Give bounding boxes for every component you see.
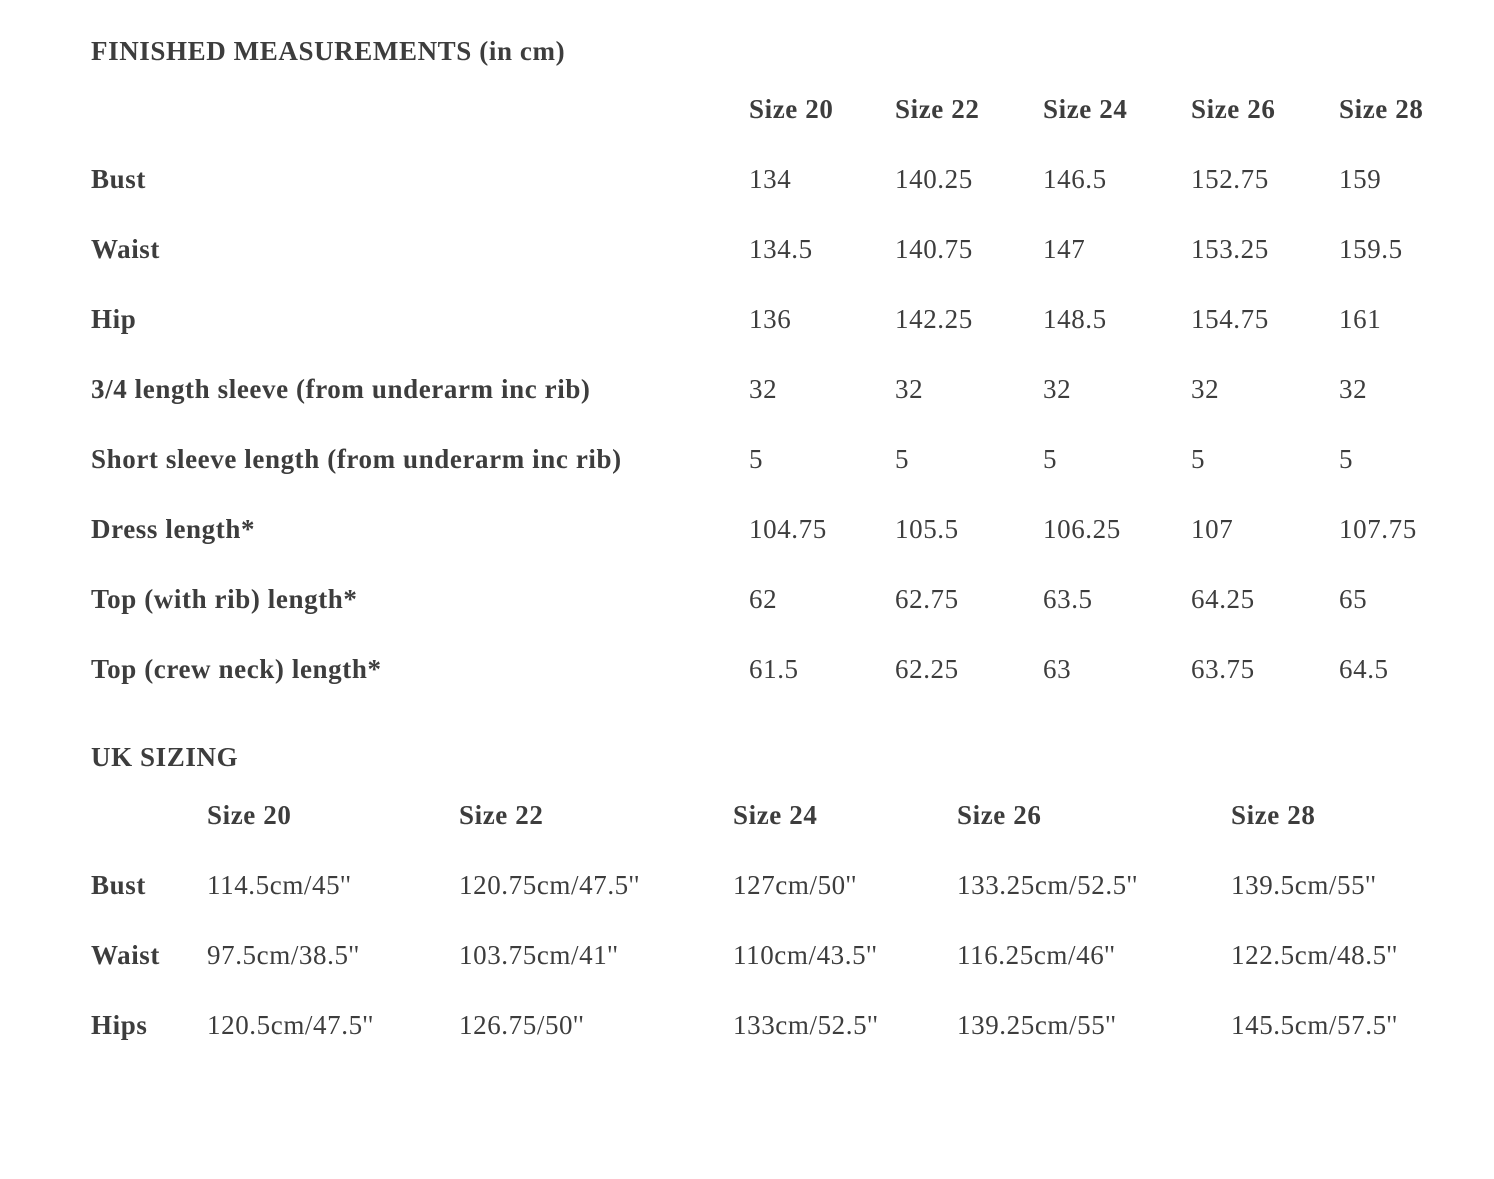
table-cell: 32 [749, 373, 778, 404]
table-cell: 5 [1043, 443, 1058, 474]
table-row [91, 990, 1491, 1060]
table-header-row [91, 780, 1491, 850]
row-label: Dress length* [91, 513, 256, 544]
table-cell: 126.75/50'' [459, 1009, 585, 1040]
empty-header-cell [91, 74, 749, 144]
table-cell: 63.75 [1191, 653, 1255, 684]
table-row [91, 850, 1491, 920]
size-header: Size 24 [1043, 93, 1128, 124]
table-cell: 116.25cm/46'' [957, 939, 1116, 970]
row-label: Hips [91, 1009, 148, 1040]
table-row [91, 564, 1491, 634]
table-cell: 62.25 [895, 653, 959, 684]
table-row [91, 494, 1491, 564]
table-cell: 105.5 [895, 513, 959, 544]
row-label: Top (with rib) length* [91, 583, 358, 614]
table-cell: 62.75 [895, 583, 959, 614]
table-cell: 122.5cm/48.5'' [1231, 939, 1398, 970]
size-header: Size 20 [749, 93, 834, 124]
table-cell: 114.5cm/45'' [207, 869, 352, 900]
table-cell: 5 [895, 443, 910, 474]
table-cell: 104.75 [749, 513, 827, 544]
table-cell: 5 [1339, 443, 1354, 474]
table-cell: 153.25 [1191, 233, 1269, 264]
size-header: Size 28 [1231, 799, 1316, 830]
table-cell: 152.75 [1191, 163, 1269, 194]
table-cell: 127cm/50'' [733, 869, 857, 900]
table-cell: 136 [749, 303, 792, 334]
size-header: Size 22 [895, 93, 980, 124]
table-cell: 65 [1339, 583, 1368, 614]
table-cell: 142.25 [895, 303, 973, 334]
table-cell: 5 [749, 443, 764, 474]
table-cell: 148.5 [1043, 303, 1107, 334]
table-cell: 133.25cm/52.5'' [957, 869, 1138, 900]
table-row [91, 354, 1491, 424]
row-label: Hip [91, 303, 137, 334]
table-cell: 147 [1043, 233, 1086, 264]
row-label: Bust [91, 163, 146, 194]
size-header: Size 24 [733, 799, 818, 830]
row-label: Bust [91, 869, 146, 900]
table-row [91, 424, 1491, 494]
size-header: Size 26 [957, 799, 1042, 830]
table-cell: 32 [1339, 373, 1368, 404]
table-cell: 161 [1339, 303, 1382, 334]
size-header: Size 22 [459, 799, 544, 830]
table-cell: 107 [1191, 513, 1234, 544]
table-cell: 64.5 [1339, 653, 1389, 684]
table-cell: 5 [1191, 443, 1206, 474]
size-header: Size 26 [1191, 93, 1276, 124]
table-row [91, 920, 1491, 990]
table-cell: 159 [1339, 163, 1382, 194]
table-cell: 63 [1043, 653, 1072, 684]
row-label: 3/4 length sleeve (from underarm inc rib) [91, 373, 591, 404]
size-header: Size 20 [207, 799, 292, 830]
row-label: Waist [91, 233, 161, 264]
table-cell: 63.5 [1043, 583, 1093, 614]
table-row [91, 634, 1491, 704]
table-row [91, 284, 1491, 354]
table-cell: 145.5cm/57.5'' [1231, 1009, 1398, 1040]
table-cell: 134.5 [749, 233, 813, 264]
row-label: Top (crew neck) length* [91, 653, 382, 684]
table-cell: 159.5 [1339, 233, 1403, 264]
table-cell: 140.75 [895, 233, 973, 264]
table-cell: 139.25cm/55'' [957, 1009, 1117, 1040]
uk-sizing-heading: UK SIZING [91, 742, 239, 772]
empty-header-cell [91, 780, 207, 850]
table-header-row [91, 74, 1491, 144]
table-cell: 140.25 [895, 163, 973, 194]
table-cell: 107.75 [1339, 513, 1417, 544]
table-cell: 32 [1191, 373, 1220, 404]
table-cell: 133cm/52.5'' [733, 1009, 879, 1040]
uk-sizing-table [91, 780, 1491, 1060]
table-cell: 139.5cm/55'' [1231, 869, 1377, 900]
finished-measurements-table [91, 74, 1491, 704]
table-cell: 64.25 [1191, 583, 1255, 614]
table-cell: 134 [749, 163, 792, 194]
table-cell: 97.5cm/38.5'' [207, 939, 360, 970]
table-cell: 106.25 [1043, 513, 1121, 544]
table-cell: 62 [749, 583, 778, 614]
table-row [91, 214, 1491, 284]
table-cell: 32 [1043, 373, 1072, 404]
table-row [91, 144, 1491, 214]
table-cell: 103.75cm/41'' [459, 939, 619, 970]
row-label: Waist [91, 939, 161, 970]
size-header: Size 28 [1339, 93, 1424, 124]
table-cell: 32 [895, 373, 924, 404]
table-cell: 146.5 [1043, 163, 1107, 194]
table-cell: 120.75cm/47.5'' [459, 869, 640, 900]
finished-measurements-heading: FINISHED MEASUREMENTS (in cm) [91, 36, 566, 66]
table-cell: 120.5cm/47.5'' [207, 1009, 374, 1040]
row-label: Short sleeve length (from underarm inc rib) [91, 443, 622, 474]
table-cell: 110cm/43.5'' [733, 939, 878, 970]
table-cell: 154.75 [1191, 303, 1269, 334]
table-cell: 61.5 [749, 653, 799, 684]
